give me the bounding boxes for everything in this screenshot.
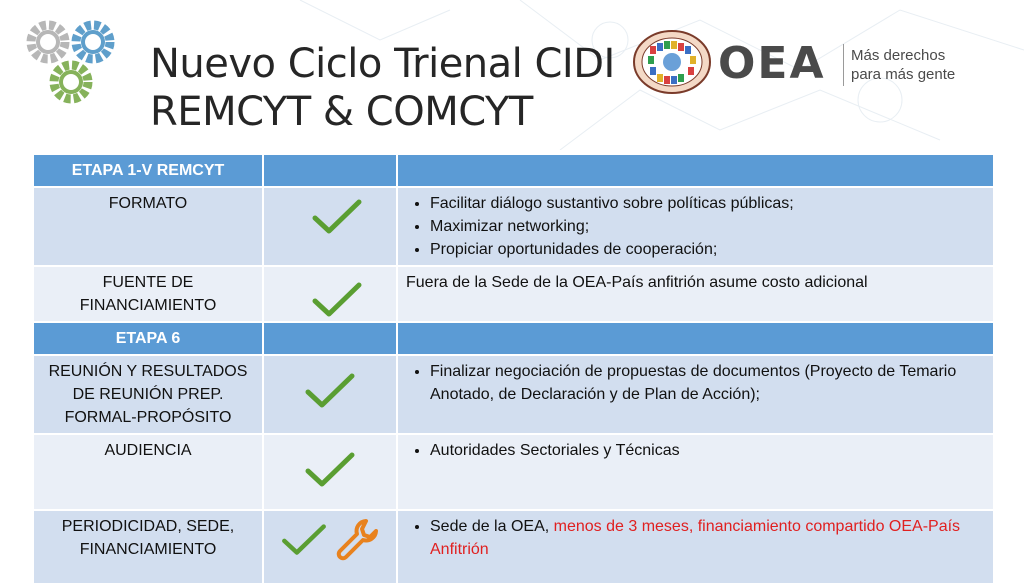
oas-seal-icon [632, 30, 712, 94]
bullet-list [406, 192, 985, 261]
list-item: • Autoridades Sectoriales y Técnicas [430, 439, 985, 462]
header-empty-cell [263, 154, 397, 187]
row-content: Fuera de la Sede de la OEA-País anfitrión asume costo adicional [397, 266, 994, 322]
check-icon [304, 451, 356, 489]
list-item: • Finalizar negociación de propuestas de documentos (Proyecto de Temario Anotado, de Declaración y de Plan de Acción); [430, 360, 985, 406]
stage6-header: ETAPA 6 [33, 322, 263, 355]
status-cell [263, 266, 397, 322]
row-content [397, 355, 994, 434]
list-item: • Propiciar oportunidades de cooperación; [430, 238, 985, 261]
row-content [397, 434, 994, 510]
table-header-row [33, 322, 994, 355]
check-icon [280, 523, 328, 557]
list-item: • Maximizar networking; [430, 215, 985, 238]
bullet-list [406, 439, 985, 462]
table-row [33, 355, 994, 434]
table-row [33, 266, 994, 322]
status-cell [263, 187, 397, 266]
plain-text: Sede de la OEA, [430, 518, 554, 535]
title-line-1: Nuevo Ciclo Trienal CIDI [150, 41, 615, 87]
slogan-line-1: Más derechos [851, 47, 946, 64]
row-content [397, 187, 994, 266]
table-row [33, 187, 994, 266]
slogan-line-2: para más gente [851, 66, 956, 83]
oea-wordmark: OEA [718, 38, 826, 89]
status-cell [263, 510, 397, 584]
row-label: FORMATO [33, 187, 263, 266]
stage1-header: ETAPA 1-V REMCYT [33, 154, 263, 187]
header-empty-cell [263, 322, 397, 355]
row-label: FUENTE DE FINANCIAMIENTO [33, 266, 263, 322]
highlighted-text: menos de 3 meses, financiamiento compartido OEA-País Anfitrión [430, 518, 961, 558]
bullet-list [406, 360, 985, 406]
table-header-row [33, 154, 994, 187]
row-label: REUNIÓN Y RESULTADOS DE REUNIÓN PREP. FORMAL-PROPÓSITO [33, 355, 263, 434]
check-icon [311, 198, 363, 236]
stages-table [32, 153, 995, 585]
table-row [33, 510, 994, 584]
list-item: • Facilitar diálogo sustantivo sobre políticas públicas; [430, 192, 985, 215]
header-empty-cell [397, 154, 994, 187]
status-cell [263, 355, 397, 434]
bullet-list [406, 515, 985, 561]
status-cell [263, 434, 397, 510]
wrench-icon [334, 517, 380, 563]
row-label: AUDIENCIA [33, 434, 263, 510]
row-label: PERIODICIDAD, SEDE, FINANCIAMIENTO [33, 510, 263, 584]
logo-divider [843, 44, 844, 86]
slide-title [150, 40, 615, 136]
logo-slogan [851, 46, 955, 84]
list-item [430, 515, 985, 561]
check-icon [311, 281, 363, 319]
row-content [397, 510, 994, 584]
gears-icon [18, 10, 128, 110]
check-icon [304, 372, 356, 410]
title-line-2: REMCYT & COMCYT [150, 89, 533, 135]
table-row [33, 434, 994, 510]
header-empty-cell [397, 322, 994, 355]
